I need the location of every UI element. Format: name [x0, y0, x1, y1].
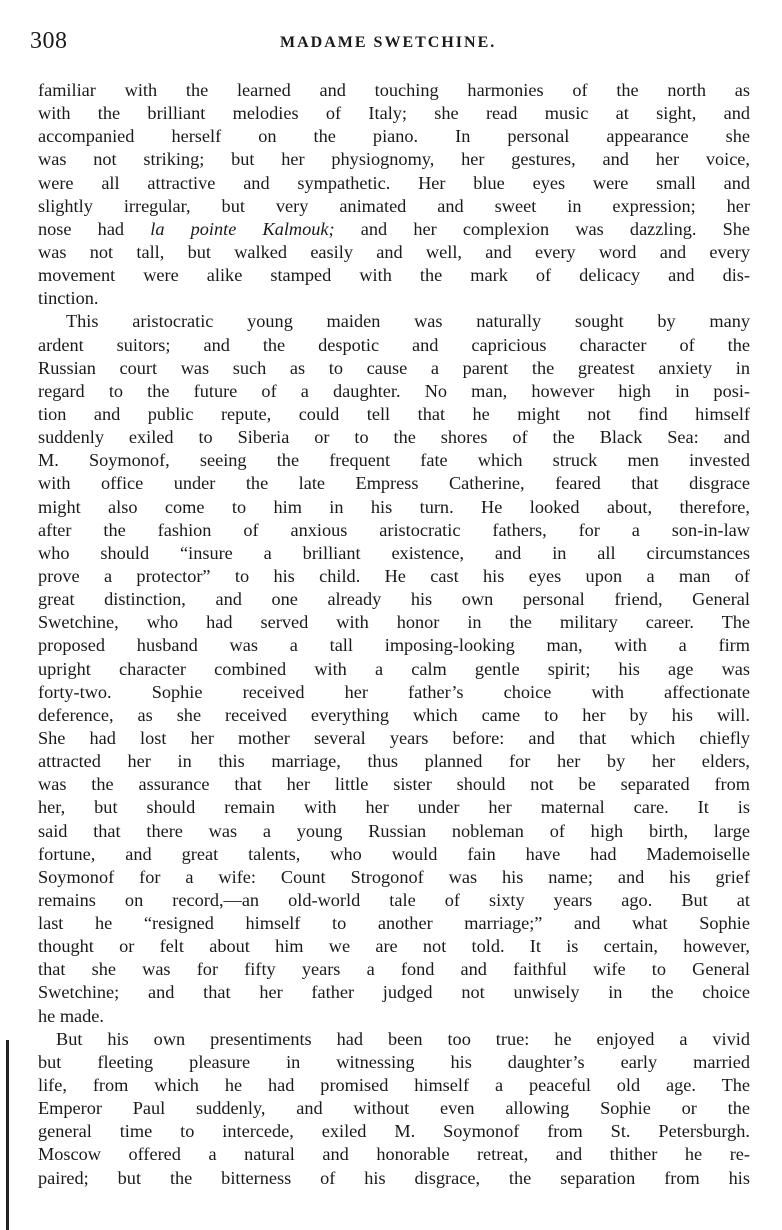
text-run: slightly irregular, but very animated and sweet in expression; her [38, 195, 750, 216]
text-run: with the brilliant melodies of Italy; she read music at sight, and [38, 103, 750, 124]
text-run: remains on record,—an old-world tale of sixty years ago. But at [38, 889, 750, 910]
text-run: paired; but the bitterness of his disgrace, the separation from his [38, 1167, 750, 1188]
page-number: 308 [30, 28, 68, 54]
text-line [38, 1167, 750, 1190]
text-line [38, 241, 750, 264]
text-run: Swetchine, who had served with honor in the military career. The [38, 612, 750, 633]
text-line [38, 889, 750, 912]
text-line [38, 1074, 750, 1097]
text-run: were all attractive and sympathetic. Her blue eyes were small and [38, 172, 750, 193]
text-run: that she was for fifty years a fond and faithful wife to General [38, 959, 750, 980]
text-line [38, 426, 750, 449]
text-run: fortune, and great talents, who would fain have had Mademoiselle [38, 843, 750, 864]
text-run: regard to the future of a daughter. No man, however high in posi- [38, 380, 750, 401]
margin-rule [6, 1040, 9, 1230]
text-run: last he “resigned himself to another marriage;” and what Sophie [38, 913, 750, 934]
text-line [38, 310, 750, 333]
text-line [38, 958, 750, 981]
text-run: great distinction, and one already his own personal friend, General [38, 589, 750, 610]
text-run: Russian court was such as to cause a parent the greatest anxiety in [38, 357, 750, 378]
text-run: upright character combined with a calm gentle spirit; his age was [38, 658, 750, 679]
text-line [38, 1143, 750, 1166]
paragraph [38, 1028, 750, 1190]
text-line [38, 1051, 750, 1074]
text-run: was the assurance that her little sister should not be separated from [38, 774, 750, 795]
text-line [38, 79, 750, 102]
text-line [38, 334, 750, 357]
text-run: movement were alike stamped with the mark of delicacy and dis- [38, 265, 750, 286]
text-run: She had lost her mother several years before: and that which chiefly [38, 727, 750, 748]
text-line [38, 403, 750, 426]
text-line [38, 195, 750, 218]
body-text [38, 79, 750, 1190]
text-run: suddenly exiled to Siberia or to the shores of the Black Sea: and [38, 427, 750, 448]
text-run: he made. [38, 1005, 104, 1026]
text-run: nose had [38, 218, 151, 239]
text-run: deference, as she received everything which came to her by his will. [38, 704, 750, 725]
text-line [38, 542, 750, 565]
text-line [38, 1005, 750, 1028]
text-line [38, 102, 750, 125]
text-line [38, 588, 750, 611]
text-line [38, 773, 750, 796]
text-run: was not striking; but her physiognomy, her gestures, and her voice, [38, 149, 750, 170]
text-line [38, 843, 750, 866]
text-line [38, 172, 750, 195]
text-line [38, 472, 750, 495]
text-line [38, 750, 750, 773]
text-line [38, 796, 750, 819]
text-run: said that there was a young Russian nobleman of high birth, large [38, 820, 750, 841]
text-run: tinction. [38, 288, 99, 309]
italic-phrase: la pointe Kalmouk; [150, 218, 335, 239]
text-line [38, 611, 750, 634]
text-line [38, 820, 750, 843]
text-run: ardent suitors; and the despotic and capricious character of the [38, 334, 750, 355]
text-run: was not tall, but walked easily and well, and every word and every [38, 241, 750, 262]
text-run: accompanied herself on the piano. In personal appearance she [38, 126, 750, 147]
text-line [38, 449, 750, 472]
text-line [38, 866, 750, 889]
text-run: Moscow offered a natural and honorable retreat, and thither he re- [38, 1144, 750, 1165]
text-line [38, 148, 750, 171]
text-run: This aristocratic young maiden was naturally sought by many [66, 311, 750, 332]
text-run: with office under the late Empress Catherine, feared that disgrace [38, 473, 750, 494]
text-line [38, 634, 750, 657]
text-line [38, 357, 750, 380]
text-run: tion and public repute, could tell that he might not find himself [38, 403, 750, 424]
text-line [38, 519, 750, 542]
text-line [38, 125, 750, 148]
text-line [38, 565, 750, 588]
paragraph [38, 79, 750, 310]
text-run: attracted her in this marriage, thus planned for her by her elders, [38, 751, 750, 772]
text-line [38, 1028, 750, 1051]
text-run: who should “insure a brilliant existence, and in all circumstances [38, 542, 750, 563]
text-line [38, 935, 750, 958]
text-run: her, but should remain with her under her maternal care. It is [38, 797, 750, 818]
text-line [38, 380, 750, 403]
text-run: life, from which he had promised himself a peaceful old age. The [38, 1075, 750, 1096]
text-line [38, 287, 750, 310]
text-run: Emperor Paul suddenly, and without even allowing Sophie or the [38, 1098, 750, 1119]
text-line [38, 681, 750, 704]
text-line [38, 658, 750, 681]
text-line [38, 218, 750, 241]
text-run: familiar with the learned and touching harmonies of the north as [38, 80, 750, 100]
text-run: forty-two. Sophie received her father’s choice with affectionate [38, 681, 750, 702]
text-run: and her complexion was dazzling. She [334, 218, 750, 239]
running-title: MADAME SWETCHINE. [280, 34, 497, 51]
paragraph [38, 310, 750, 1027]
text-run: proposed husband was a tall imposing-looking man, with a firm [38, 635, 750, 656]
text-run: after the fashion of anxious aristocratic fathers, for a son-in-law [38, 519, 750, 540]
page-header [30, 28, 750, 62]
text-run: But his own presentiments had been too true: he enjoyed a vivid [56, 1028, 750, 1049]
text-run: Soymonof for a wife: Count Strogonof was his name; and his grief [38, 866, 750, 887]
text-line [38, 264, 750, 287]
text-line [38, 912, 750, 935]
text-line [38, 1120, 750, 1143]
text-line [38, 727, 750, 750]
text-line [38, 1097, 750, 1120]
text-line [38, 496, 750, 519]
text-run: general time to intercede, exiled M. Soymonof from St. Petersburgh. [38, 1121, 750, 1142]
text-line [38, 981, 750, 1004]
text-run: might also come to him in his turn. He looked about, therefore, [38, 496, 750, 517]
text-run: thought or felt about him we are not told. It is certain, however, [38, 936, 750, 957]
text-line [38, 704, 750, 727]
text-run: Swetchine; and that her father judged not unwisely in the choice [38, 982, 750, 1003]
text-run: M. Soymonof, seeing the frequent fate which struck men invested [38, 450, 750, 471]
text-run: but fleeting pleasure in witnessing his daughter’s early married [38, 1051, 750, 1072]
text-run: prove a protector” to his child. He cast his eyes upon a man of [38, 565, 750, 586]
